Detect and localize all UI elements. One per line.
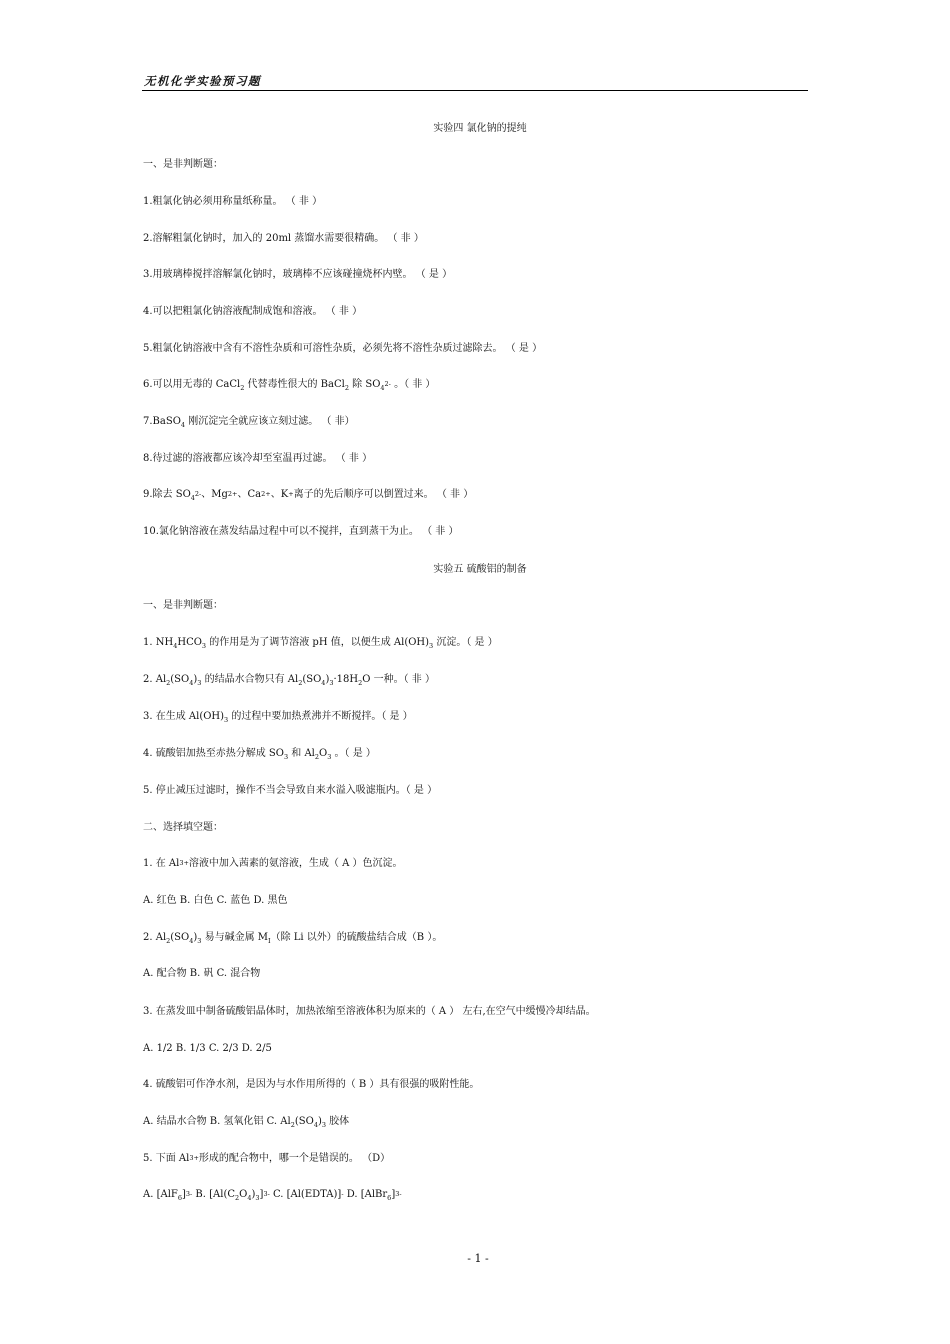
question-item: 10.氯化钠溶液在蒸发结晶过程中可以不搅拌，直到蒸干为止。 （ 非 ） <box>143 526 459 537</box>
answer-options: A. 结晶水合物 B. 氢氧化铝 C. $Al_2(SO_4)_3$ 胶体 <box>143 1116 350 1129</box>
question-item: 8.待过滤的溶液都应该冷却至室温再过滤。 （ 非 ） <box>143 453 373 464</box>
answer-options: A. $[AlF_6]^{3-}$ B. $[Al(C_2O_4)_3]^{3-}$ C. [Al(EDTA)]- D. [AlBr$_6$]$^{3-}$ <box>143 1189 402 1202</box>
answer-options: A. 1/2 B. 1/3 C. 2/3 D. 2/5 <box>143 1043 272 1054</box>
question-item: 3.用玻璃棒搅拌溶解氯化钠时，玻璃棒不应该碰撞烧杯内壁。 （ 是 ） <box>143 269 453 280</box>
section-heading: 二、选择填空题： <box>143 822 223 833</box>
section-heading: 一、是非判断题： <box>143 159 223 170</box>
header-title: 无机化学实验预习题 <box>144 74 261 88</box>
question-item: 4. 硫酸铝可作净水剂，是因为与水作用所得的（ B ）具有很强的吸附性能。 <box>143 1079 480 1090</box>
answer-options: A. 配合物 B. 矾 C. 混合物 <box>143 968 261 979</box>
answer-options: A. 红色 B. 白色 C. 蓝色 D. 黑色 <box>143 895 288 906</box>
question-item: 5. 停止减压过滤时，操作不当会导致自来水溢入吸滤瓶内。（ 是 ） <box>143 785 438 796</box>
section-title-exp4: 实验四 氯化钠的提纯 <box>433 123 527 134</box>
question-item: 2. $Al_2(SO_4)_3$ 的结晶水合物只有 $Al_2(SO_4)_3\cdot 18H_2O$ 一种。（ 非 ） <box>143 674 435 687</box>
question-item: 2.溶解粗氯化钠时，加入的 20ml 蒸馏水需要很精确。 （ 非 ） <box>143 233 424 244</box>
question-item: 1. $NH_4HCO_3$ 的作用是为了调节溶液 pH 值，以便生成 $Al(OH)_3$ 沉淀。（ 是 ） <box>143 637 498 650</box>
section-heading: 一、是非判断题： <box>143 600 223 611</box>
question-item: 6.可以用无毒的 CaCl$_2$ 代替毒性很大的 BaCl$_2$ 除 $SO_4^{2-}$ 。（ 非 ） <box>143 379 436 392</box>
question-item: 5. 下面 $Al^{3+}$形成的配合物中，哪一个是错误的。 （D） <box>143 1153 391 1164</box>
question-item: 4. 硫酸铝加热至赤热分解成 $SO_3$ 和 $Al_2O_3$ 。（ 是 ） <box>143 748 376 761</box>
question-item: 2. $Al_2(SO_4)_3$ 易与碱金属 $M_I$（除 Li 以外）的硫酸盐结合成（B ）。 <box>143 932 443 945</box>
page-header <box>142 72 808 91</box>
question-item: 5.粗氯化钠溶液中含有不溶性杂质和可溶性杂质，必须先将不溶性杂质过滤除去。 （ 是 ） <box>143 343 543 354</box>
question-item: 4.可以把粗氯化钠溶液配制成饱和溶液。 （ 非 ） <box>143 306 363 317</box>
question-item: 7.BaSO$_4$ 刚沉淀完全就应该立刻过滤。 （ 非） <box>143 416 355 429</box>
page-number: - 1 - <box>467 1252 489 1265</box>
section-title-exp5: 实验五 硫酸铝的制备 <box>433 564 527 575</box>
question-item: 9.除去 $SO_4^{2-}$、$Mg^{2+}$、$Ca^{2+}$、K+离子的先后顺序可以倒置过来。 （ 非 ） <box>143 489 474 502</box>
question-item: 3. 在蒸发皿中制备硫酸铝晶体时，加热浓缩至溶液体积为原来的（ A ） 左右,在空气中缓慢冷却结晶。 <box>143 1006 596 1017</box>
question-item: 1.粗氯化钠必须用称量纸称量。 （ 非 ） <box>143 196 323 207</box>
question-item: 3. 在生成 $Al(OH)_3$ 的过程中要加热煮沸并不断搅拌。（ 是 ） <box>143 711 413 724</box>
question-item: 1. 在 $Al^{3+}$溶液中加入茜素的氨溶液，生成（ A ）色沉淀。 <box>143 858 403 869</box>
